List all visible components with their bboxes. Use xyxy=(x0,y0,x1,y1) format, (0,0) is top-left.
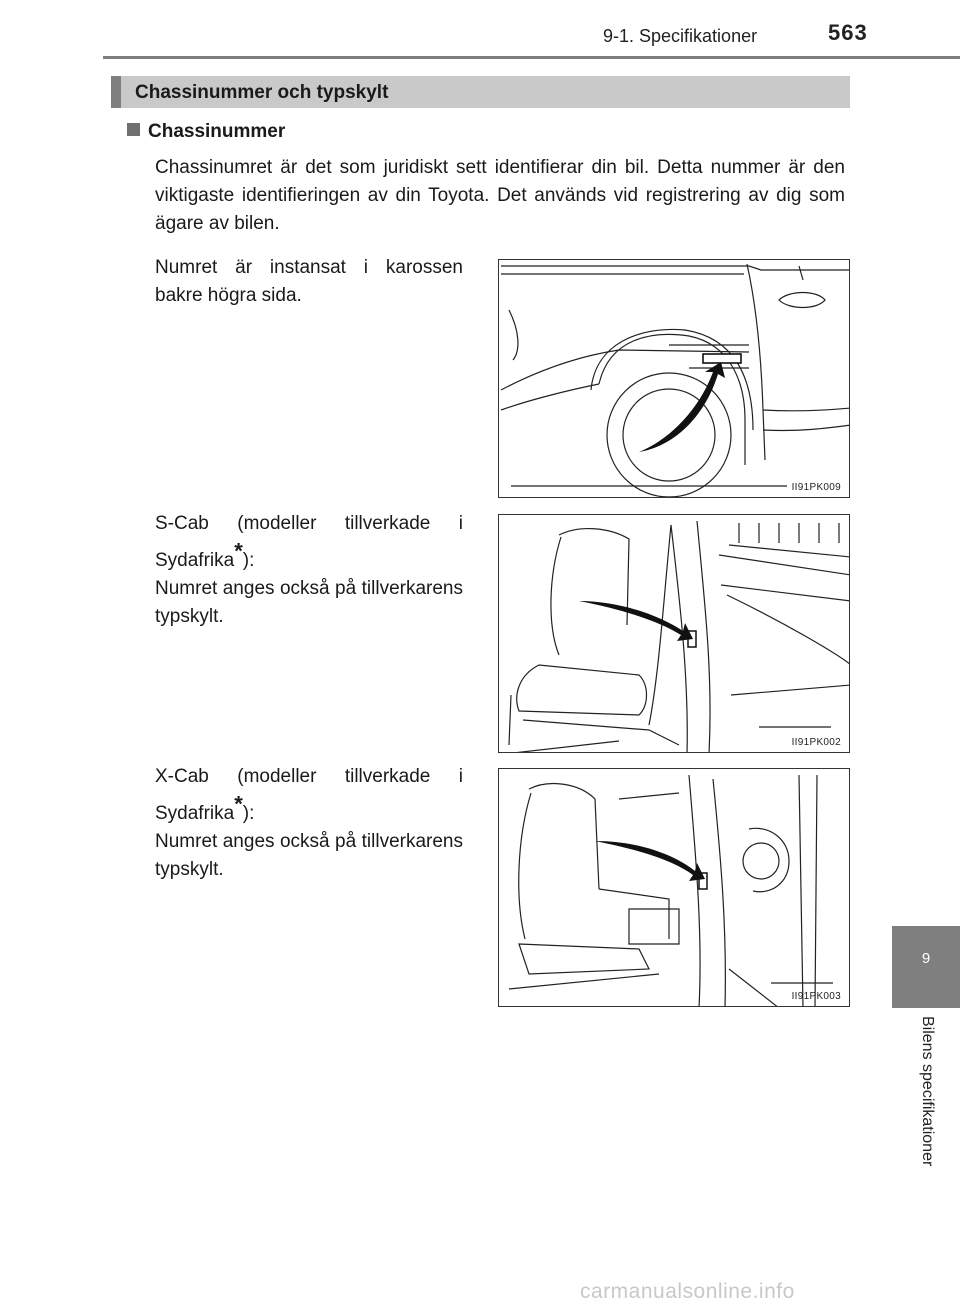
figure-x-cab xyxy=(498,768,850,1007)
item-2-text xyxy=(155,510,463,631)
watermark: carmanualsonline.info xyxy=(580,1280,795,1303)
chapter-tab[interactable] xyxy=(892,926,960,1008)
x-cab-illustration xyxy=(499,769,850,1007)
header-rule xyxy=(103,56,960,59)
asterisk-footnote-mark: * xyxy=(234,792,243,817)
sub-heading-text: Chassinummer xyxy=(148,121,286,142)
running-header-section: 9-1. Specifikationer xyxy=(603,26,758,46)
page-number: 563 xyxy=(828,20,868,45)
sub-heading xyxy=(127,121,285,143)
item-2-line2: Numret anges också på tillverkarens typskylt. xyxy=(155,578,463,628)
item-2-line1-suffix: ): xyxy=(242,550,255,572)
figure-rear-body xyxy=(498,259,850,498)
body-paragraph: Chassinumret är det som juridiskt sett identifierar din bil. Detta nummer är den viktigaste identifieringen av din Toyota. Det används vid registrering av dig som ägare av bilen. xyxy=(155,157,845,234)
item-3-line1-suffix: ): xyxy=(242,803,255,825)
item-1-text xyxy=(155,254,463,310)
item-2-line1-prefix: S-Cab (modeller tillverkade i Sydafrika xyxy=(155,513,463,572)
section-heading: Chassinummer och typskylt xyxy=(135,82,389,103)
rear-body-illustration xyxy=(499,260,850,498)
chapter-tab-number: 9 xyxy=(921,950,931,967)
item-3-line1 xyxy=(155,766,463,824)
section-heading-bar xyxy=(111,76,850,108)
item-3-line1-prefix: X-Cab (modeller tillverkade i Sydafrika xyxy=(155,766,463,825)
item-3-line2: Numret anges också på tillverkarens typskylt. xyxy=(155,831,463,881)
chapter-side-label-text: Bilens specifikationer xyxy=(919,1016,936,1167)
figure-s-cab xyxy=(498,514,850,753)
square-bullet-icon xyxy=(127,123,140,136)
item-3-text xyxy=(155,763,463,884)
asterisk-footnote-mark: * xyxy=(234,539,243,564)
figure-code-1: II91PK009 xyxy=(791,482,841,493)
item-2-line1 xyxy=(155,513,463,571)
chapter-side-label xyxy=(918,1016,938,1206)
item-1-line: Numret är instansat i karossen bakre högra sida. xyxy=(155,257,463,306)
figure-code-2: II91PK002 xyxy=(791,737,841,748)
s-cab-illustration xyxy=(499,515,850,753)
figure-code-3: II91PK003 xyxy=(791,991,841,1002)
